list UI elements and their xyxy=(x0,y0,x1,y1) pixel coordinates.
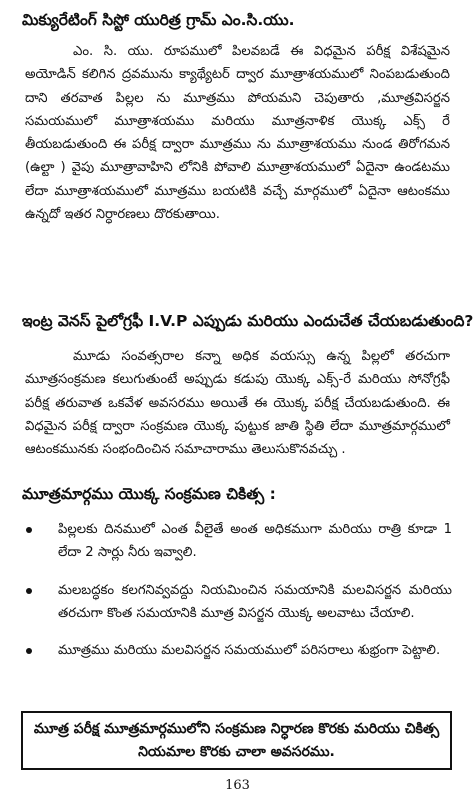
bullet-text: మూత్రము మరియు మలవిసర్జన సమయములో పరిసరాలు శుభ్రంగా పెట్టాలి. xyxy=(58,643,441,659)
page-number: 163 xyxy=(225,778,250,793)
paragraph-mcu: ఎం. సి. యు. రూపములో పిలవబడే ఈ విధమైన పరీక్ష విశేషమైన అయోడిన్ కలిగిన ద్రవమును క్యాథ్యేటర్ ద్వార మూత్రాశయములో నింపబడుతుంది దాని తరవాత పిల్లల ను మూత్రము పోయమని చెపుతారు ,మూత్రవిసర్జన సమయములో మూత్రాశయము మరియు మూత్రనాళిక యొక్క ఎక్స్ రే తీయబడుతుంది ఈ పరీక్ష ద్వారా మూత్రము ను మూత్రాశయము నుండ తిరోగమన (ఉల్టా ) వైపు మూత్రావాహిని లోనికి పోవాలి మూత్రాశయములో ఏదైనా ఉండటము లేదా మూత్రాశయములో మూత్రము బయటికి వచ్చే మార్గములో ఏదైనా ఆటంకము ఉన్నదో ఇతర నిర్ధారణలు దొరకుతాయి. xyxy=(25,44,450,223)
bullet-text: పిల్లలకు దినములో ఎంత వీలైతే అంత అధికముగా మరియు రాత్రి కూడా 1 లేదా 2 సార్లు నీరు ఇవ్వాలి. xyxy=(58,522,452,561)
notice-text: మూత్ర పరీక్ష మూత్రమార్గములోని సంక్రమణ నిర్ధారణ కొరకు మరియు చికిత్స నియమాల కొరకు చాలా అవసరము. xyxy=(33,720,440,760)
paragraph-ivp: మూడు సంవత్సరాల కన్నా అధిక వయస్సు ఉన్న పిల్లలో తరచుగా మూత్రసంక్రమణ కలుగుతుంటే అప్పుడు కడుపు యొక్క ఎక్స్-రే మరియు సోనోగ్రఫీ పరీక్ష తరువాత ఒకవేళ అవసరము అయితే ఈ యొక్క పరీక్ష చేయబడుతుంది. ఈ విధమైన పరీక్ష ద్వారా సంక్రమణ యొక్క పుట్టుక జాతి స్థితి లేదా మూత్రమార్గములో ఆటంకమునకు సంభందించిన సమాచారాము తెలుసుకొనవచ్చు . xyxy=(25,349,450,458)
bullet-icon xyxy=(26,527,32,533)
section-heading-treatment: మూత్రమార్గము యొక్క సంక్రమణ చికిత్స : xyxy=(22,485,276,503)
list-item xyxy=(20,518,452,565)
treatment-bullet-list xyxy=(20,518,452,676)
list-item xyxy=(20,579,452,626)
notice-box xyxy=(21,711,452,770)
bullet-text: మలబద్ధకం కలగనివ్వవద్దు నియమించిన సమయానికి మలవిసర్జన మరియు తరచుగా కొంత సమయానికి మూత్ర విసర్జన యొక్క అలవాటు చేయాలి. xyxy=(58,582,452,621)
list-item xyxy=(20,639,452,662)
bullet-icon xyxy=(26,588,32,594)
bullet-icon xyxy=(26,648,32,654)
section-heading-mcu: మిక్యురేటింగ్ సిస్టో యురిత్ర గ్రామ్ ఎం.సి.యు. xyxy=(22,11,295,29)
section-heading-ivp: ఇంట్ర వెనస్ పైలోగ్రఫీ I.V.P ఎప్పుడు మరియు ఎందుచేత చేయబడుతుంది? xyxy=(22,312,474,330)
